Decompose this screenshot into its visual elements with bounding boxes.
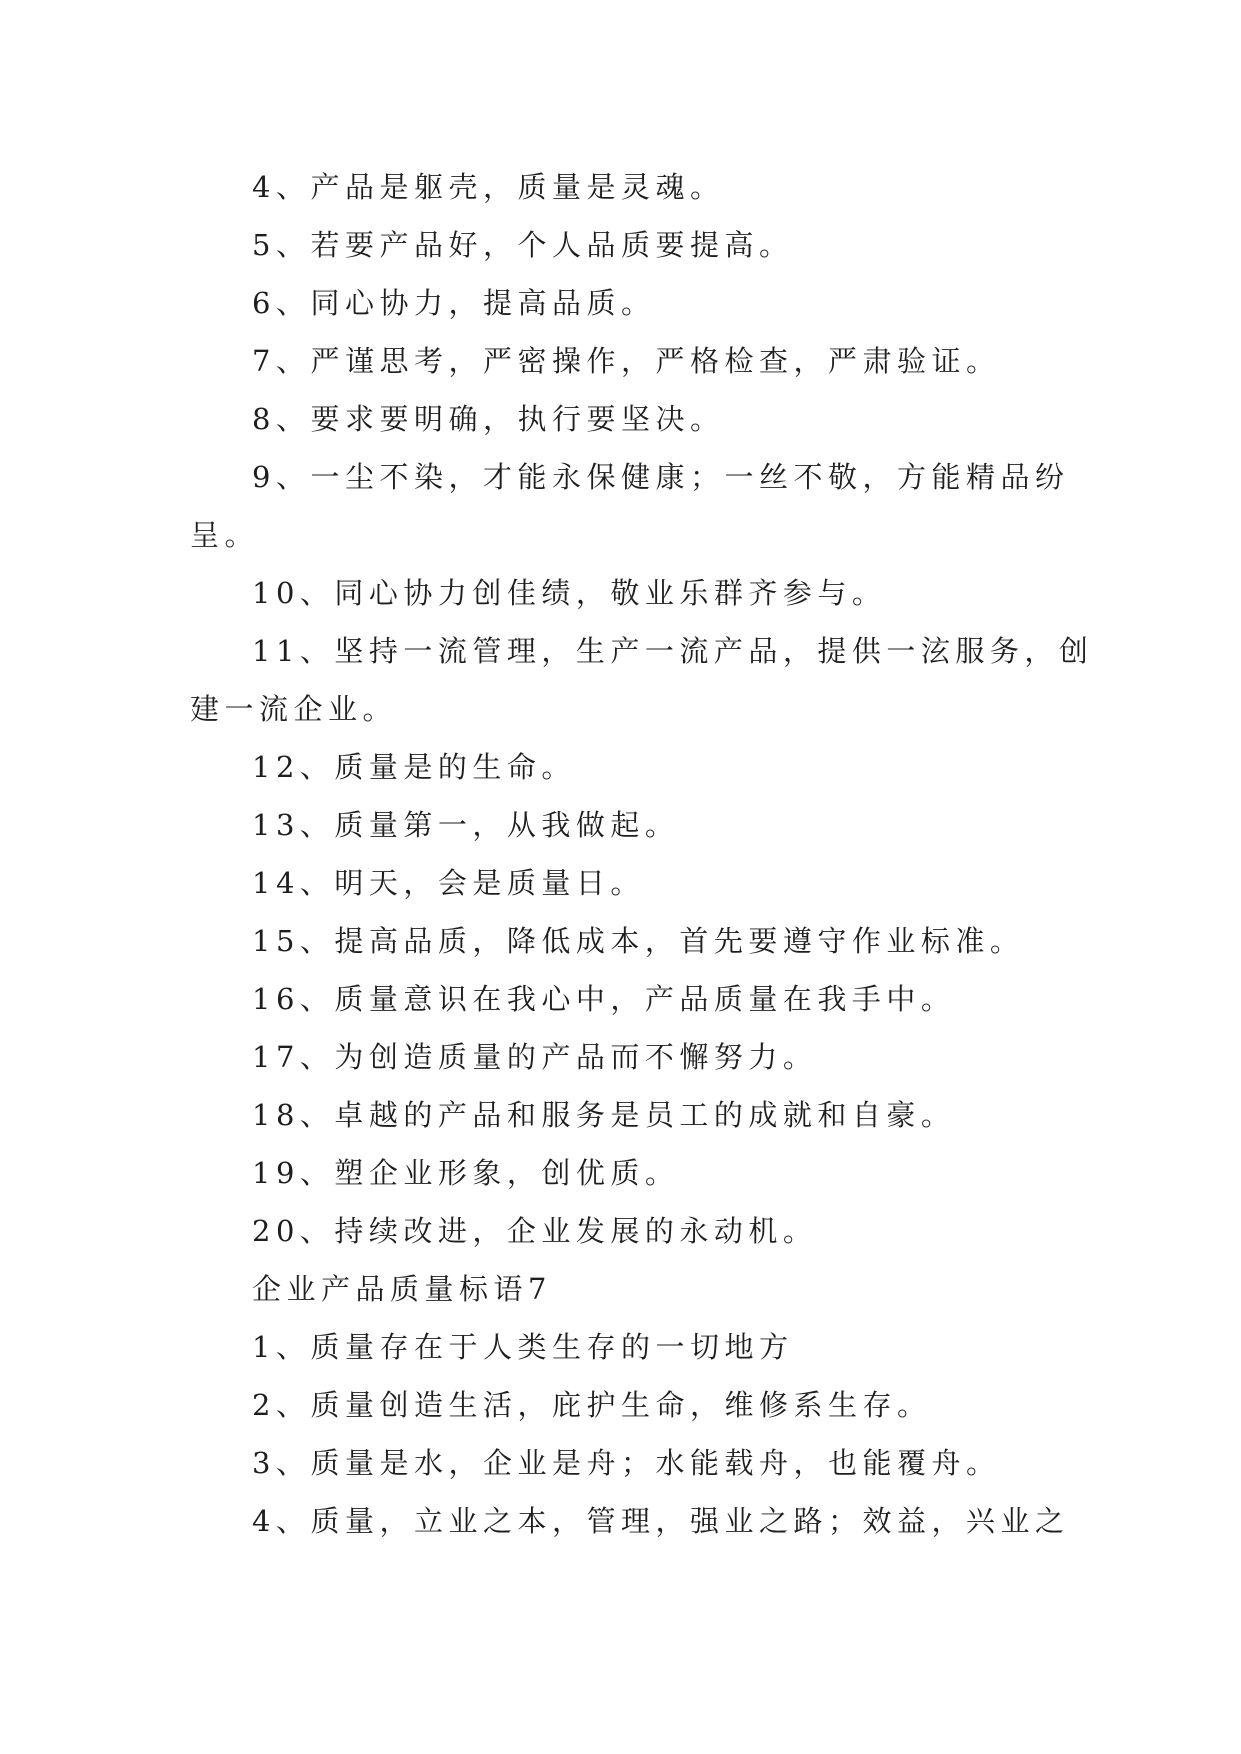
paragraph-line: 7、严谨思考，严密操作，严格检查，严肃验证。: [252, 344, 1001, 378]
paragraph-line: 4、产品是躯壳，质量是灵魂。: [252, 170, 725, 204]
paragraph-line: 4、质量，立业之本，管理，强业之路；效益，兴业之: [252, 1504, 1070, 1538]
paragraph-line: 19、塑企业形象，创优质。: [252, 1156, 680, 1190]
paragraph-line: 18、卓越的产品和服务是员工的成就和自豪。: [252, 1098, 956, 1132]
paragraph-line: 9、一尘不染，才能永保健康；一丝不敬，方能精品纷: [252, 460, 1070, 494]
paragraph-line: 14、明天，会是质量日。: [252, 866, 645, 900]
paragraph-continuation-line: 建一流企业。: [190, 692, 398, 726]
paragraph-line: 3、质量是水，企业是舟；水能载舟，也能覆舟。: [252, 1446, 1001, 1480]
paragraph-line: 20、持续改进，企业发展的永动机。: [252, 1214, 818, 1248]
paragraph-line: 13、质量第一，从我做起。: [252, 808, 680, 842]
paragraph-line: 5、若要产品好，个人品质要提高。: [252, 228, 794, 262]
paragraph-line: 1、质量存在于人类生存的一切地方: [252, 1330, 794, 1364]
document-body: [190, 158, 1094, 1550]
paragraph-line: 企业产品质量标语7: [252, 1272, 552, 1306]
paragraph-line: 10、同心协力创佳绩，敬业乐群齐参与。: [252, 576, 887, 610]
paragraph-continuation-line: 呈。: [190, 518, 260, 552]
paragraph-line: 11、坚持一流管理，生产一流产品，提供一泫服务，创: [252, 634, 1094, 668]
paragraph-line: 8、要求要明确，执行要坚决。: [252, 402, 725, 436]
paragraph-line: 15、提高品质，降低成本，首先要遵守作业标准。: [252, 924, 1025, 958]
paragraph-line: 16、质量意识在我心中，产品质量在我手中。: [252, 982, 956, 1016]
paragraph-line: 2、质量创造生活，庇护生命，维修系生存。: [252, 1388, 932, 1422]
paragraph-line: 12、质量是的生命。: [252, 750, 576, 784]
paragraph-line: 17、为创造质量的产品而不懈努力。: [252, 1040, 818, 1074]
paragraph-line: 6、同心协力，提高品质。: [252, 286, 656, 320]
